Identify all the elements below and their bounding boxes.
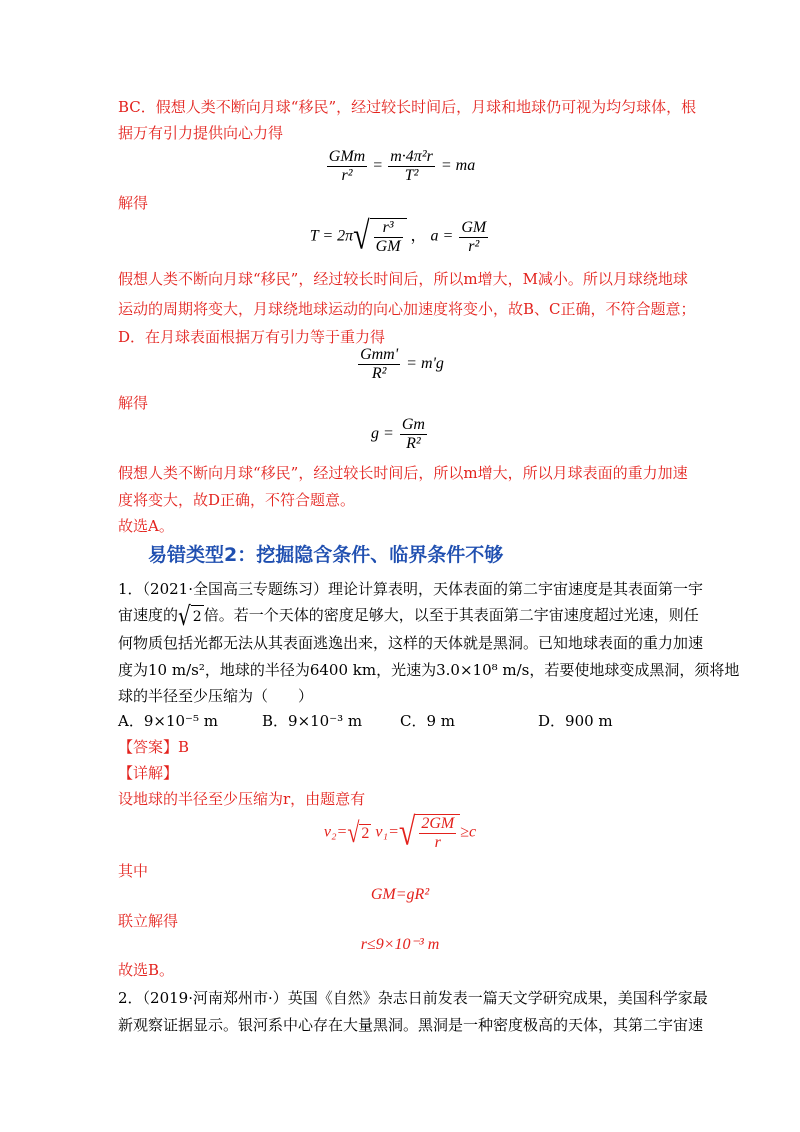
where-label: 其中 <box>118 862 149 880</box>
solution-bc-conclusion1: 假想人类不断向月球“移民”，经过较长时间后，所以m增大，M减小。所以月球绕地球 <box>118 270 688 288</box>
answer-label: 【答案】B <box>118 738 190 756</box>
detail-line1: 设地球的半径至少压缩为r，由题意有 <box>118 790 366 808</box>
section-heading: 易错类型2：挖掘隐含条件、临界条件不够 <box>148 544 504 566</box>
option-d: D．900 m <box>538 712 613 730</box>
option-c: C．9 m <box>400 712 456 730</box>
question1-line5: 球的半径至少压缩为（ ） <box>118 687 314 705</box>
equation-gravity: $\frac{\text{Gmm'}}{\text{R²}}$ = m'g <box>360 346 444 382</box>
question1-line1: 1．（2021·全国高三专题练习）理论计算表明，天体表面的第二宇宙速度是其表面第一宇 <box>118 580 703 598</box>
equation-escape-velocity: v₂=√ 2 v₁=√ $\frac{2GM}{r}$ ≥c <box>323 810 477 854</box>
solution-d-final: 故选A。 <box>118 517 174 535</box>
solution-bc-conclusion2: 运动的周期将变大，月球绕地球运动的向心加速度将变小，故B、C正确，不符合题意； <box>118 300 696 318</box>
question1-final: 故选B。 <box>118 961 175 979</box>
equation-g: g = $\frac{Gm}{\text{R²}}$ <box>371 416 425 452</box>
question2-line2: 新观察证据显示。银河系中心存在大量黑洞。黑洞是一种密度极高的天体，其第二宇宙速 <box>118 1016 704 1034</box>
option-b: B．9×10⁻³ m <box>262 712 363 730</box>
solution-d-line1: D．在月球表面根据万有引力等于重力得 <box>118 328 386 346</box>
option-a: A．9×10⁻⁵ m <box>118 712 218 730</box>
equation-gm: GM=gR² <box>370 886 430 903</box>
solution-bc-line1: BC．假想人类不断向月球“移民”，经过较长时间后，月球和地球仍可视为均匀球体，根 <box>118 98 697 116</box>
solve-label-2: 解得 <box>118 394 149 412</box>
solve-label-1: 解得 <box>118 194 149 212</box>
solution-d-conclusion1: 假想人类不断向月球“移民”，经过较长时间后，所以m增大，所以月球表面的重力加速 <box>118 464 688 482</box>
solution-d-conclusion2: 度将变大，故D正确，不符合题意。 <box>118 491 356 509</box>
solution-bc-line2: 据万有引力提供向心力得 <box>118 124 284 142</box>
question1-line2: 宙速度的√ 2 倍。若一个天体的密度足够大，以至于其表面第二宇宙速度超过光速，则任 <box>118 600 699 632</box>
question1-line4: 度为10 m/s²，地球的半径为6400 km，光速为3.0×10⁸ m/s，若要使地球变成黑洞，须将地 <box>118 661 740 679</box>
combine-label: 联立解得 <box>118 912 179 930</box>
equation-centripetal: $\frac{\text{GMm}}{\text{r²}}$ = $\frac{\text{m·4π²r}}{\text{T²}}$ = ma <box>328 148 476 184</box>
equation-r: r≤9×10⁻³ m <box>360 936 440 953</box>
question1-line3: 何物质包括光都无法从其表面逃逸出来，这样的天体就是黑洞。已知地球表面的重力加速 <box>118 634 704 652</box>
detail-label: 【详解】 <box>118 764 179 782</box>
question2-line1: 2．（2019·河南郑州市·）英国《自然》杂志日前发表一篇天文学研究成果，美国科学家最 <box>118 989 708 1007</box>
equation-period-acceleration: T = 2π√ $\frac{\text{r³}}{GM}$ ， a = $\frac{GM}{\text{r²}}$ <box>309 214 487 258</box>
